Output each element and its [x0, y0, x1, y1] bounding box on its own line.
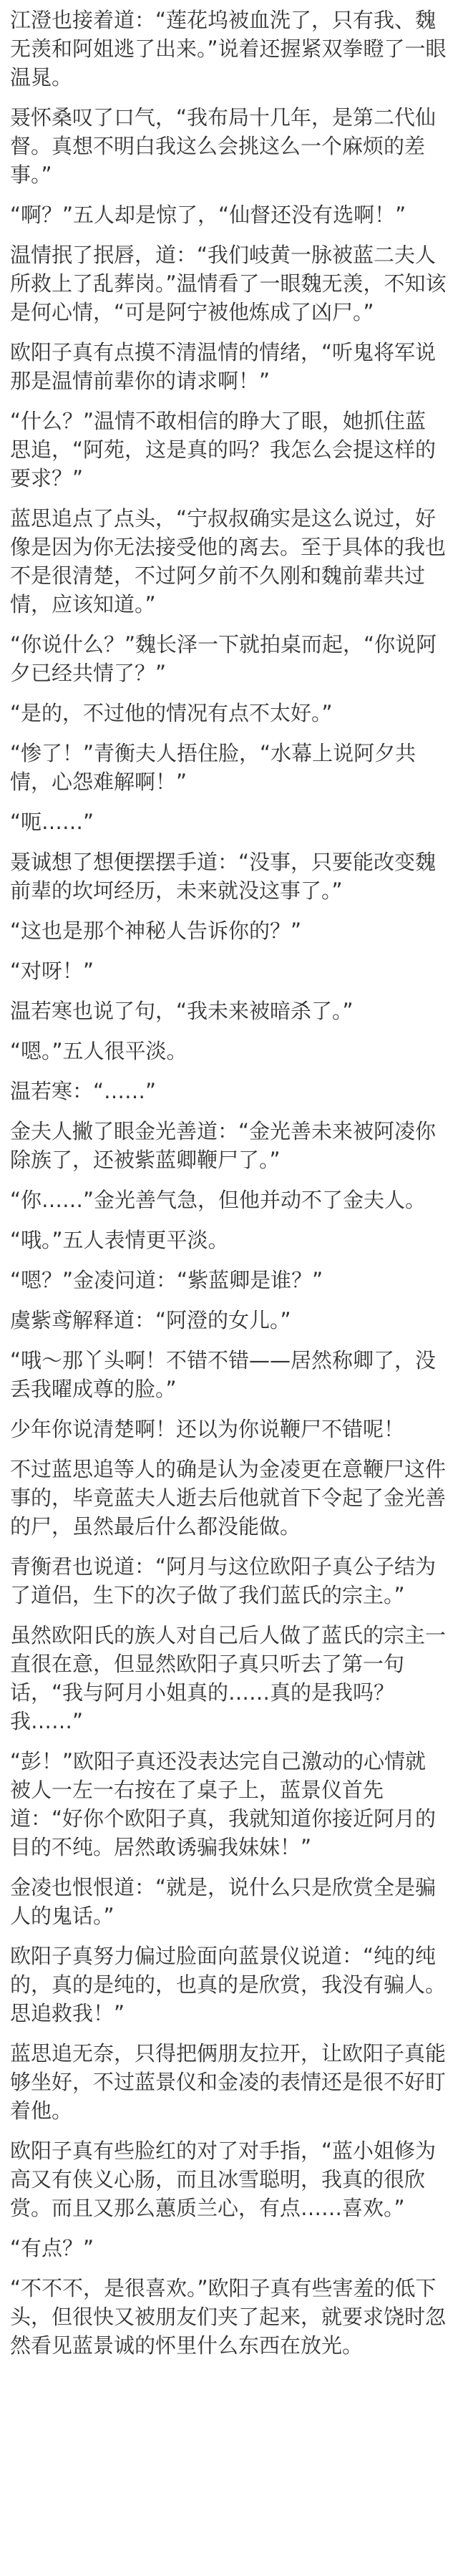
story-paragraph: 虽然欧阳氏的族人对自己后人做了蓝氏的宗主一直很在意，但显然欧阳子真只听去了第一句话，“我与阿月小姐真的……真的是我吗？我……” — [10, 1623, 447, 1733]
story-paragraph: 江澄也接着道：“莲花坞被血洗了，只有我、魏无羡和阿姐逃了出来。”说着还握紧双拳瞪了一眼温晁。 — [10, 8, 447, 89]
story-paragraph: 温若寒：“……” — [10, 1079, 157, 1103]
story-paragraph: 温情抿了抿唇，道：“我们岐黄一脉被蓝二夫人所救上了乱葬岗。”温情看了一眼魏无羡，不知该是何心情，“可是阿宁被他炼成了凶尸。” — [10, 243, 447, 324]
story-paragraph: “对呀！” — [10, 959, 94, 983]
story-paragraph: 蓝思追无奈，只得把俩朋友拉开，让欧阳子真能够坐好，不过蓝景仪和金凌的表情还是很不好盯着他。 — [10, 2041, 447, 2123]
story-paragraph: “不不不，是很喜欢。”欧阳子真有些害羞的低下头，但很快又被朋友们夹了起来，就要求饶时忽然看见蓝景诚的怀里什么东西在放光。 — [10, 2276, 447, 2358]
story-paragraph: 不过蓝思追等人的确是认为金凌更在意鞭尸这件事的，毕竟蓝夫人逝去后他就首下令起了金光善的尸，虽然最后什么都没能做。 — [10, 1457, 447, 1539]
story-paragraph: “惨了！”青衡夫人捂住脸，“水幕上说阿夕共情，心怨难解啊！” — [10, 741, 416, 794]
story-paragraph: “你……”金光善气急，但他并动不了金夫人。 — [10, 1188, 427, 1212]
story-paragraph: “彭！”欧阳子真还没表达完自己激动的心情就被人一左一右按在了桌子上，蓝景仪首先道：“好你个欧阳子真，我就知道你接近阿月的目的不纯。居然敢诱骗我妹妹！” — [10, 1749, 437, 1859]
story-paragraph: “啊？”五人却是惊了，“仙督还没有选啊！” — [10, 203, 406, 227]
story-paragraph: “这也是那个神秘人告诉你的？” — [10, 919, 302, 943]
story-paragraph: “嗯？”金凌问道：“紫蓝卿是谁？” — [10, 1268, 323, 1292]
story-paragraph: 青衡君也说道：“阿月与这位欧阳子真公子结为了道侣，生下的次子做了我们蓝氏的宗主。” — [10, 1554, 437, 1607]
story-paragraph: 欧阳子真有些脸红的对了对手指，“蓝小姐修为高又有侠义心肠，而且冰雪聪明，我真的很欣赏。而且又那么蕙质兰心，有点……喜欢。” — [10, 2139, 437, 2220]
story-paragraph: 蓝思追点了点头，“宁叔叔确实是这么说过，好像是因为你无法接受他的离去。至于具体的我也不是很清楚，不过阿夕前不久刚和魏前辈共过情，应该知道。” — [10, 506, 447, 616]
story-paragraph: 欧阳子真有点摸不清温情的情绪，“听鬼将军说那是温情前辈你的请求啊！” — [10, 340, 437, 393]
story-paragraph: “是的，不过他的情况有点不太好。” — [10, 701, 333, 725]
story-paragraph: “哦。”五人表情更平淡。 — [10, 1228, 229, 1252]
story-paragraph: “呃……” — [10, 810, 94, 834]
story-paragraph: “哦～那丫头啊！不错不错——居然称卿了，没丢我曜成尊的脸。” — [10, 1348, 437, 1401]
story-paragraph: “你说什么？”魏长泽一下就拍桌而起，“你说阿夕已经共情了？” — [10, 632, 437, 685]
story-paragraph: 金夫人撇了眼金光善道：“金光善未来被阿凌你除族了，还被紫蓝卿鞭尸了。” — [10, 1119, 437, 1172]
story-paragraph: 金凌也恨恨道：“就是，说什么只是欣赏全是骗人的鬼话。” — [10, 1875, 437, 1928]
story-paragraph: 温若寒也说了句，“我未来被暗杀了。” — [10, 999, 354, 1023]
story-paragraph: 聂诚想了想便摆摆手道：“没事，只要能改变魏前辈的坎坷经历，未来就没这事了。” — [10, 850, 437, 903]
story-paragraph: “嗯。”五人很平淡。 — [10, 1039, 187, 1063]
story-paragraph: “有点？” — [10, 2236, 94, 2260]
story-paragraph: 聂怀桑叹了口气，“我布局十几年，是第二代仙督。真想不明白我这么会挑这么一个麻烦的差事。” — [10, 105, 437, 187]
story-paragraph: “什么？”温情不敢相信的睁大了眼，她抓住蓝思追，“阿苑，这是真的吗？我怎么会提这样的要求？” — [10, 409, 437, 490]
story-paragraph: 少年你说清楚啊！还以为你说鞭尸不错呢！ — [10, 1417, 405, 1441]
story-paragraph: 欧阳子真努力偏过脸面向蓝景仪说道：“纯的纯的，真的是纯的，也真的是欣赏，我没有骗人。思追救我！” — [10, 1944, 447, 2025]
story-paragraph: 虞紫鸢解释道：“阿澄的女儿。” — [10, 1308, 291, 1332]
